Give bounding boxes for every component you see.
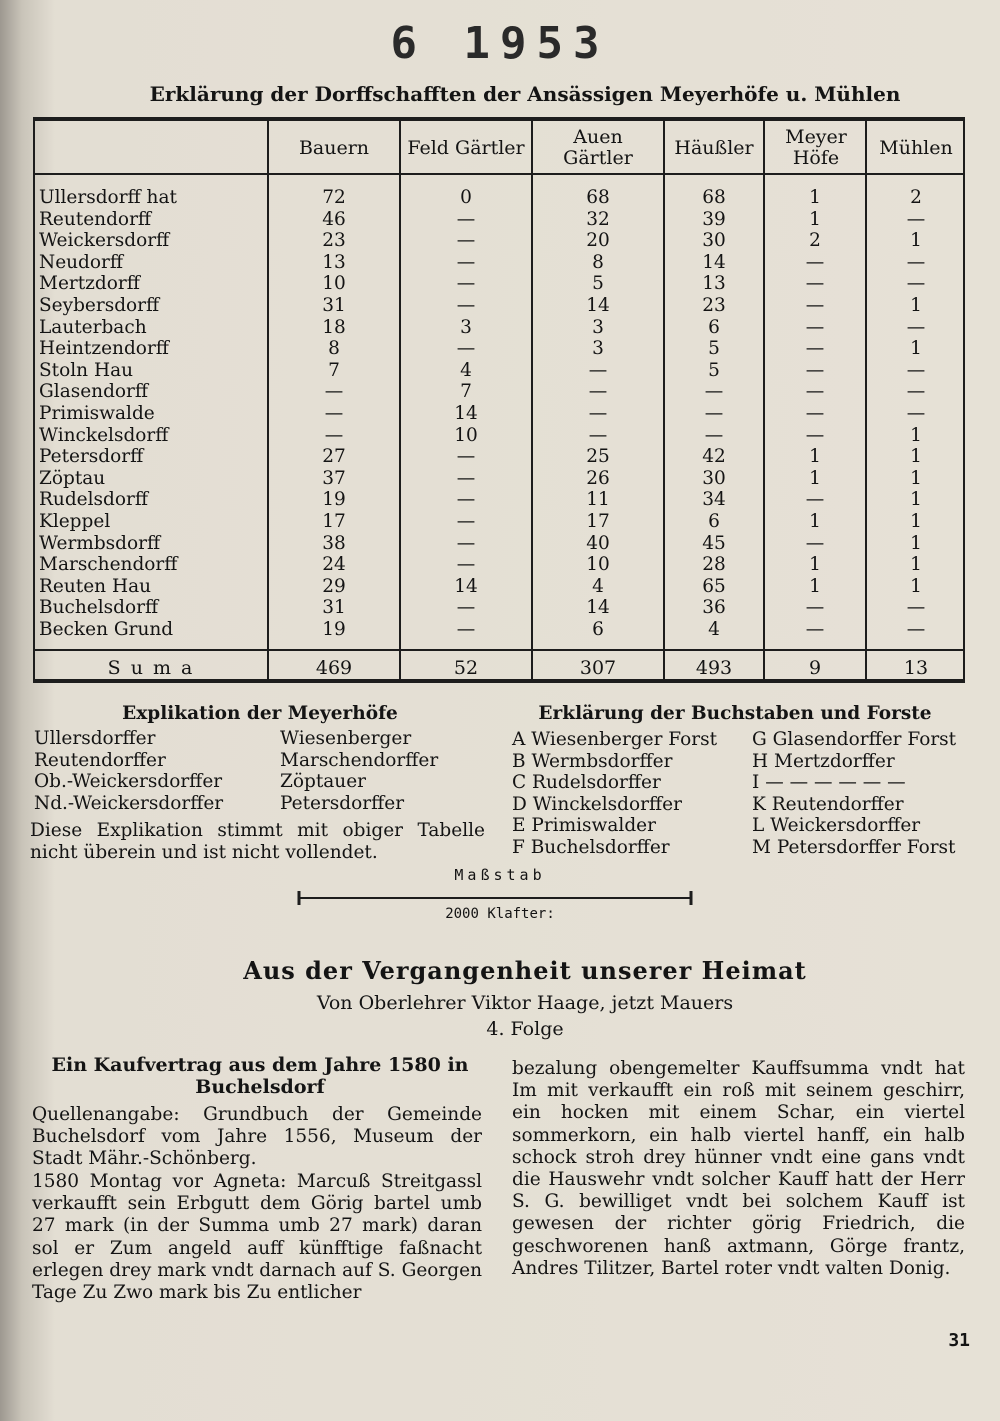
explikation-right-list	[280, 728, 480, 814]
buchstaben-right-list	[752, 729, 967, 859]
list-cell: Zöptau	[39, 467, 106, 489]
list-cell: —	[704, 424, 724, 446]
list-cell: 10	[322, 273, 346, 295]
list-cell: —	[906, 597, 926, 619]
list-cell: —	[324, 424, 344, 446]
list-cell: 8	[328, 338, 340, 360]
list-cell: 24	[322, 554, 346, 576]
list-cell: 10	[454, 424, 478, 446]
buchstaben-left-list	[512, 729, 752, 859]
list-cell: G Glasendorffer Forst	[752, 729, 957, 750]
sum-divider	[35, 649, 963, 651]
list-cell: —	[456, 446, 476, 468]
list-cell: E Primiswalder	[512, 815, 656, 837]
sum-feld-gaertler: 52	[453, 657, 479, 679]
list-cell: 27	[322, 446, 346, 468]
list-cell: —	[588, 381, 608, 403]
list-cell: Heintzendorff	[39, 338, 169, 360]
list-cell: Ullersdorffer	[34, 728, 156, 749]
list-cell: 4	[460, 359, 472, 381]
list-cell: 1	[910, 446, 922, 468]
bauern-column	[269, 187, 399, 640]
list-cell: —	[805, 338, 825, 360]
list-cell: Neudorff	[39, 251, 124, 273]
buchstaben-title: Erklärung der Buchstaben und Forste	[538, 703, 932, 724]
list-cell: 31	[322, 294, 346, 316]
village-table	[33, 117, 965, 683]
list-cell: 68	[702, 187, 726, 208]
auen-gaertler-column	[533, 187, 663, 640]
article-author: Von Oberlehrer Viktor Haage, jetzt Mauers	[316, 992, 734, 1014]
list-cell: —	[456, 532, 476, 554]
sum-haeussler: 493	[695, 657, 733, 679]
list-cell: 26	[586, 467, 610, 489]
list-cell: 1	[910, 294, 922, 316]
issue-number: 6 1953	[390, 18, 610, 69]
list-cell: 25	[586, 446, 610, 468]
list-cell: 30	[702, 230, 726, 252]
list-cell: Rudelsdorff	[39, 489, 149, 511]
list-cell: 31	[322, 597, 346, 619]
list-cell: 3	[460, 316, 472, 338]
list-cell: Zöptauer	[280, 771, 367, 793]
list-cell: I — — — — — —	[752, 772, 906, 794]
list-cell: Wiesenberger	[280, 728, 412, 749]
list-cell: 1	[809, 208, 821, 230]
list-cell: Reuten Hau	[39, 575, 152, 597]
list-cell: —	[805, 359, 825, 381]
explikation-left-list	[34, 728, 274, 814]
list-cell: 1	[809, 510, 821, 532]
list-cell: 38	[322, 532, 346, 554]
list-cell: 14	[586, 294, 610, 316]
list-cell: Nd.-Weickersdorffer	[34, 792, 224, 814]
list-cell: 1	[910, 489, 922, 511]
list-cell: L Weickersdorffer	[752, 815, 921, 837]
list-cell: 5	[592, 273, 604, 295]
list-cell: 42	[702, 446, 726, 468]
list-cell: —	[805, 316, 825, 338]
list-cell: 2	[809, 230, 821, 252]
list-cell: 1	[809, 467, 821, 489]
list-cell: —	[906, 316, 926, 338]
list-cell: —	[805, 251, 825, 273]
list-cell: 6	[708, 510, 720, 532]
list-cell: —	[324, 381, 344, 403]
muehlen-column	[867, 187, 965, 640]
list-cell: 3	[592, 338, 604, 360]
list-cell: Petersdorffer	[280, 792, 405, 814]
list-cell: 13	[322, 251, 346, 273]
list-cell: Winckelsdorff	[39, 424, 169, 446]
list-cell: —	[805, 424, 825, 446]
list-cell: C Rudelsdorffer	[512, 772, 661, 794]
list-cell: —	[456, 338, 476, 360]
scale-label: Maßstab	[454, 866, 546, 884]
list-cell: 45	[702, 532, 726, 554]
header-muehlen: Mühlen	[879, 136, 953, 159]
list-cell: Mertzdorff	[39, 273, 140, 295]
article-part: 4. Folge	[486, 1018, 564, 1040]
list-cell: —	[456, 597, 476, 619]
list-cell: 1	[910, 338, 922, 360]
list-cell: —	[456, 294, 476, 316]
list-cell: 17	[322, 510, 346, 532]
list-cell: 32	[586, 208, 610, 230]
sum-auen-gaertler: 307	[579, 657, 617, 679]
list-cell: 17	[586, 510, 610, 532]
list-cell: Primiswalde	[39, 402, 155, 424]
list-cell: 72	[322, 187, 346, 208]
list-cell: Kleppel	[39, 510, 111, 532]
table-title: Erklärung der Dorffschafften der Ansässigen Meyerhöfe u. Mühlen	[149, 82, 901, 106]
list-cell: A Wiesenberger Forst	[512, 729, 718, 750]
list-cell: —	[805, 381, 825, 403]
sum-bauern: 469	[315, 657, 353, 679]
list-cell: 1	[910, 554, 922, 576]
list-cell: —	[588, 402, 608, 424]
list-cell: Reutendorffer	[34, 749, 166, 771]
list-cell: 5	[708, 338, 720, 360]
scale-value: 2000 Klafter:	[445, 906, 555, 922]
list-cell: 37	[322, 467, 346, 489]
list-cell: Buchelsdorff	[39, 597, 159, 619]
list-cell: K Reutendorffer	[752, 793, 904, 815]
list-cell: 10	[586, 554, 610, 576]
header-meyer-hoefe: Meyer Höfe	[785, 126, 847, 169]
header-bauern: Bauern	[298, 136, 370, 159]
list-cell: —	[906, 273, 926, 295]
list-cell: 3	[592, 316, 604, 338]
list-cell: Seybersdorff	[39, 294, 160, 316]
list-cell: Petersdorff	[39, 446, 144, 468]
list-cell: 30	[702, 467, 726, 489]
list-cell: —	[456, 251, 476, 273]
list-cell: 1	[910, 467, 922, 489]
list-cell: 18	[322, 316, 346, 338]
list-cell: —	[906, 359, 926, 381]
list-cell: —	[456, 510, 476, 532]
list-cell: Wermbsdorff	[39, 532, 161, 554]
list-cell: Ullersdorff hat	[39, 187, 177, 208]
explikation-title: Explikation der Meyerhöfe	[122, 703, 398, 724]
list-cell: 14	[586, 597, 610, 619]
article-subtitle: Ein Kaufvertrag aus dem Jahre 1580 in Buchelsdorf	[51, 1054, 469, 1098]
list-cell: —	[805, 597, 825, 619]
village-name-column	[39, 187, 264, 640]
list-cell: 1	[910, 230, 922, 252]
list-cell: 1	[809, 446, 821, 468]
header-auen-gaertler: Auen Gärtler	[563, 126, 633, 169]
list-cell: 34	[702, 489, 726, 511]
list-cell: 6	[592, 618, 604, 640]
sum-meyer-hoefe: 9	[808, 657, 822, 679]
list-cell: 39	[702, 208, 726, 230]
list-cell: —	[805, 618, 825, 640]
list-cell: 5	[708, 359, 720, 381]
list-cell: 4	[592, 575, 604, 597]
list-cell: F Buchelsdorffer	[512, 836, 670, 858]
list-cell: 46	[322, 208, 346, 230]
sum-label: S u m a	[107, 657, 195, 679]
list-cell: —	[805, 402, 825, 424]
article-title: Aus der Vergangenheit unserer Heimat	[243, 956, 807, 985]
list-cell: H Mertzdorffer	[752, 750, 895, 772]
list-cell: 23	[322, 230, 346, 252]
list-cell: D Winckelsdorffer	[512, 793, 682, 815]
list-cell: —	[456, 208, 476, 230]
list-cell: —	[456, 230, 476, 252]
list-cell: 6	[708, 316, 720, 338]
header-haeussler: Häußler	[674, 136, 754, 159]
page-number: 31	[948, 1330, 970, 1351]
list-cell: Becken Grund	[39, 618, 174, 640]
list-cell: —	[805, 532, 825, 554]
list-cell: —	[456, 273, 476, 295]
list-cell: 40	[586, 532, 610, 554]
list-cell: 1	[910, 532, 922, 554]
list-cell: 19	[322, 618, 346, 640]
list-cell: —	[456, 467, 476, 489]
sum-muehlen: 13	[903, 657, 929, 679]
list-cell: —	[906, 251, 926, 273]
list-cell: 4	[708, 618, 720, 640]
list-cell: —	[456, 618, 476, 640]
list-cell: 68	[586, 187, 610, 208]
list-cell: M Petersdorffer Forst	[752, 836, 956, 858]
list-cell: —	[805, 489, 825, 511]
list-cell: 14	[454, 575, 478, 597]
list-cell: Stoln Hau	[39, 359, 134, 381]
list-cell: Weickersdorff	[39, 230, 170, 252]
list-cell: —	[906, 381, 926, 403]
list-cell: 1	[910, 424, 922, 446]
list-cell: 1	[809, 187, 821, 208]
list-cell: Reutendorff	[39, 208, 152, 230]
haeussler-column	[665, 187, 763, 640]
list-cell: 36	[702, 597, 726, 619]
list-cell: —	[588, 424, 608, 446]
source-paragraph: Quellenangabe: Grundbuch der Gemeinde Buchelsdorf vom Jahre 1556, Museum der Stadt Mähr.-Schönberg.	[32, 1104, 482, 1170]
list-cell: 14	[702, 251, 726, 273]
list-cell: —	[588, 359, 608, 381]
list-cell: —	[906, 618, 926, 640]
list-cell: —	[324, 402, 344, 424]
list-cell: 1	[809, 554, 821, 576]
list-cell: —	[704, 381, 724, 403]
list-cell: Ob.-Weickersdorffer	[34, 771, 223, 793]
list-cell: —	[805, 294, 825, 316]
left-paragraph: 1580 Montag vor Agneta: Marcuß Streitgassl verkaufft sein Erbgutt dem Görig bartel umb 27 mark (in der Summa umb 27 mark) daran sol er Zum angeld auff künfftige faßnacht erlegen drey mark vndt darnach auf S. Georgen Tage Zu Zwo mark bis Zu entlicher	[32, 1171, 482, 1304]
list-cell: Lauterbach	[39, 316, 147, 338]
list-cell: —	[805, 273, 825, 295]
list-cell: —	[456, 489, 476, 511]
header-feld-gaertler: Feld Gärtler	[407, 136, 525, 159]
list-cell: —	[704, 402, 724, 424]
feld-gaertler-column	[401, 187, 531, 640]
scale-bar	[297, 890, 693, 906]
list-cell: B Wermbsdorffer	[512, 750, 673, 772]
list-cell: 0	[460, 187, 472, 208]
right-paragraph: bezalung obengemelter Kauffsumma vndt hat Im mit verkaufft ein roß mit seinem geschirr, ein hocken mit einem Schar, ein viertel sommerkorn, ein halb viertel hanff, ein halb schock stroh drey hünner vndt eine gans vndt die Hauswehr vndt solcher Kauff hatt der Herr S. G. bewilliget vndt bei solchem Kauff ist gewesen der richter görig Friedrich, die geschworenen hanß axtmann, Görge frantz, Andres Tilitzer, Bartel roter vndt valten Donig.	[512, 1058, 965, 1279]
list-cell: 65	[702, 575, 726, 597]
list-cell: 23	[702, 294, 726, 316]
list-cell: 1	[809, 575, 821, 597]
list-cell: —	[906, 402, 926, 424]
list-cell: 28	[702, 554, 726, 576]
list-cell: 1	[910, 510, 922, 532]
explikation-note: Diese Explikation stimmt mit obiger Tabelle nicht überein und ist nicht vollendet.	[30, 820, 485, 863]
meyer-hoefe-column	[765, 187, 865, 640]
list-cell: 14	[454, 402, 478, 424]
list-cell: 20	[586, 230, 610, 252]
list-cell: Marschendorffer	[280, 749, 439, 771]
list-cell: 7	[460, 381, 472, 403]
list-cell: 11	[586, 489, 610, 511]
list-cell: 8	[592, 251, 604, 273]
list-cell: 19	[322, 489, 346, 511]
list-cell: 1	[910, 575, 922, 597]
list-cell: 13	[702, 273, 726, 295]
list-cell: Glasendorff	[39, 381, 149, 403]
list-cell: 29	[322, 575, 346, 597]
list-cell: —	[906, 208, 926, 230]
list-cell: 2	[910, 187, 922, 208]
list-cell: 7	[328, 359, 340, 381]
list-cell: Marschendorff	[39, 554, 178, 576]
list-cell: —	[456, 554, 476, 576]
